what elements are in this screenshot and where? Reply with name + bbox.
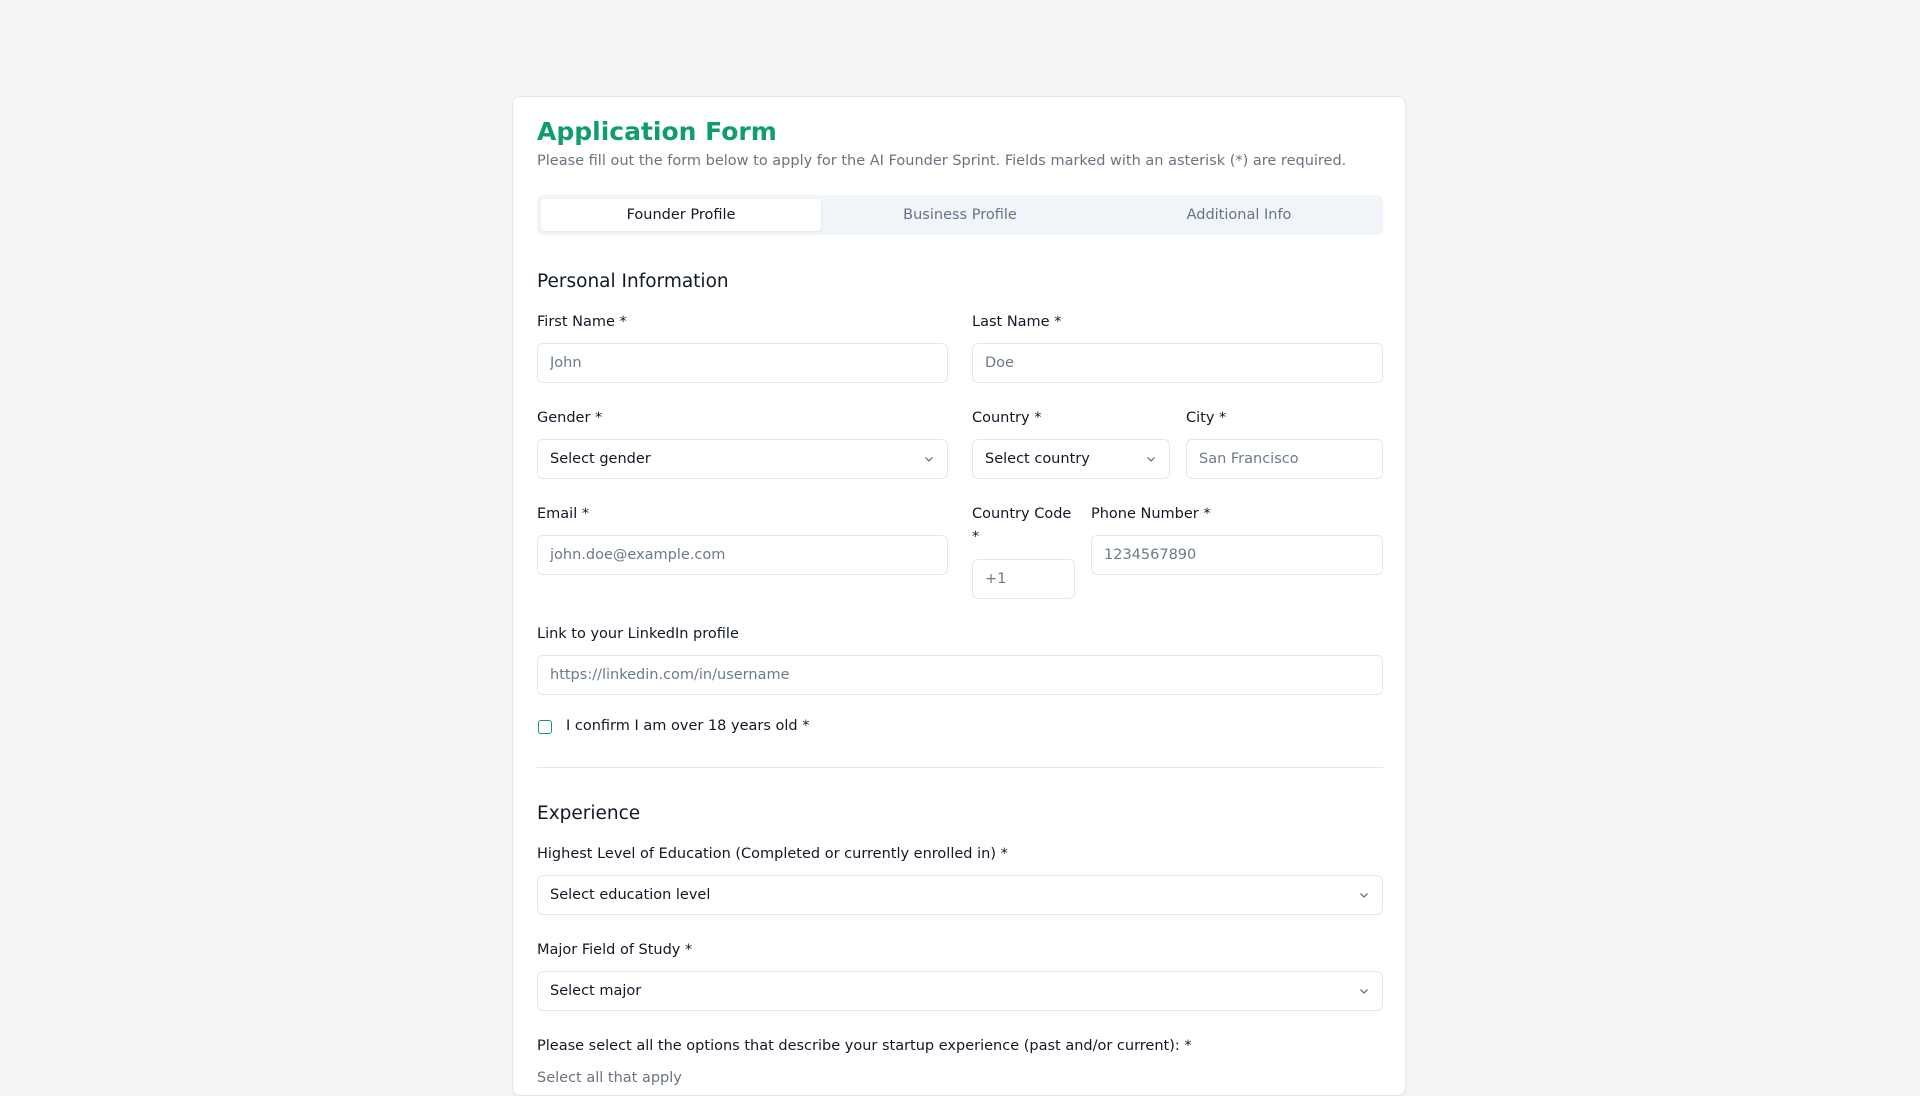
chevron-down-icon <box>1145 453 1157 465</box>
phone-number-input[interactable] <box>1091 535 1383 575</box>
first-name-input[interactable] <box>537 343 948 383</box>
education-select-value: Select education level <box>550 887 711 903</box>
section-divider <box>537 767 1383 768</box>
startup-experience-hint: Select all that apply <box>537 1070 682 1086</box>
first-name-label: First Name * <box>537 314 627 330</box>
last-name-label: Last Name * <box>972 314 1062 330</box>
last-name-placeholder: Doe <box>985 355 1014 371</box>
linkedin-input[interactable] <box>537 655 1383 695</box>
startup-experience-label: Please select all the options that describe your startup experience (past and/or current): * <box>537 1038 1192 1054</box>
section-title-experience: Experience <box>537 803 641 824</box>
email-input[interactable] <box>537 535 948 575</box>
education-select[interactable] <box>537 875 1383 915</box>
age-confirm-label: I confirm I am over 18 years old * <box>566 718 810 734</box>
gender-select[interactable] <box>537 439 948 479</box>
page-title: Application Form <box>537 117 777 146</box>
gender-label: Gender * <box>537 410 603 426</box>
tab-additional-info[interactable]: Additional Info <box>1186 207 1292 223</box>
first-name-placeholder: John <box>550 355 582 371</box>
tab-list <box>537 195 1383 235</box>
form-subtitle: Please fill out the form below to apply for the AI Founder Sprint. Fields marked with an asterisk (*) are required. <box>537 153 1347 169</box>
application-form-card <box>512 96 1406 1096</box>
country-select[interactable] <box>972 439 1170 479</box>
linkedin-label: Link to your LinkedIn profile <box>537 626 739 642</box>
city-label: City * <box>1186 410 1227 426</box>
country-label: Country * <box>972 410 1042 426</box>
email-label: Email * <box>537 506 590 522</box>
major-select[interactable] <box>537 971 1383 1011</box>
last-name-input[interactable] <box>972 343 1383 383</box>
country-code-placeholder: +1 <box>985 571 1007 587</box>
chevron-down-icon <box>1358 985 1370 997</box>
tab-business-profile[interactable]: Business Profile <box>903 207 1017 223</box>
country-code-label-asterisk: * <box>972 529 980 545</box>
city-input[interactable] <box>1186 439 1383 479</box>
phone-number-placeholder: 1234567890 <box>1104 547 1197 563</box>
phone-number-label: Phone Number * <box>1091 506 1211 522</box>
age-confirm-checkbox[interactable] <box>538 720 552 734</box>
gender-select-value: Select gender <box>550 451 651 467</box>
major-label: Major Field of Study * <box>537 942 693 958</box>
education-label: Highest Level of Education (Completed or currently enrolled in) * <box>537 846 1008 862</box>
section-title-personal-information: Personal Information <box>537 271 729 292</box>
chevron-down-icon <box>1358 889 1370 901</box>
email-placeholder: john.doe@example.com <box>550 547 726 563</box>
linkedin-placeholder: https://linkedin.com/in/username <box>550 667 790 683</box>
country-select-value: Select country <box>985 451 1090 467</box>
country-code-label: Country Code <box>972 506 1072 522</box>
chevron-down-icon <box>923 453 935 465</box>
major-select-value: Select major <box>550 983 642 999</box>
country-code-input[interactable] <box>972 559 1075 599</box>
city-placeholder: San Francisco <box>1199 451 1299 467</box>
tab-founder-profile[interactable]: Founder Profile <box>541 199 821 231</box>
